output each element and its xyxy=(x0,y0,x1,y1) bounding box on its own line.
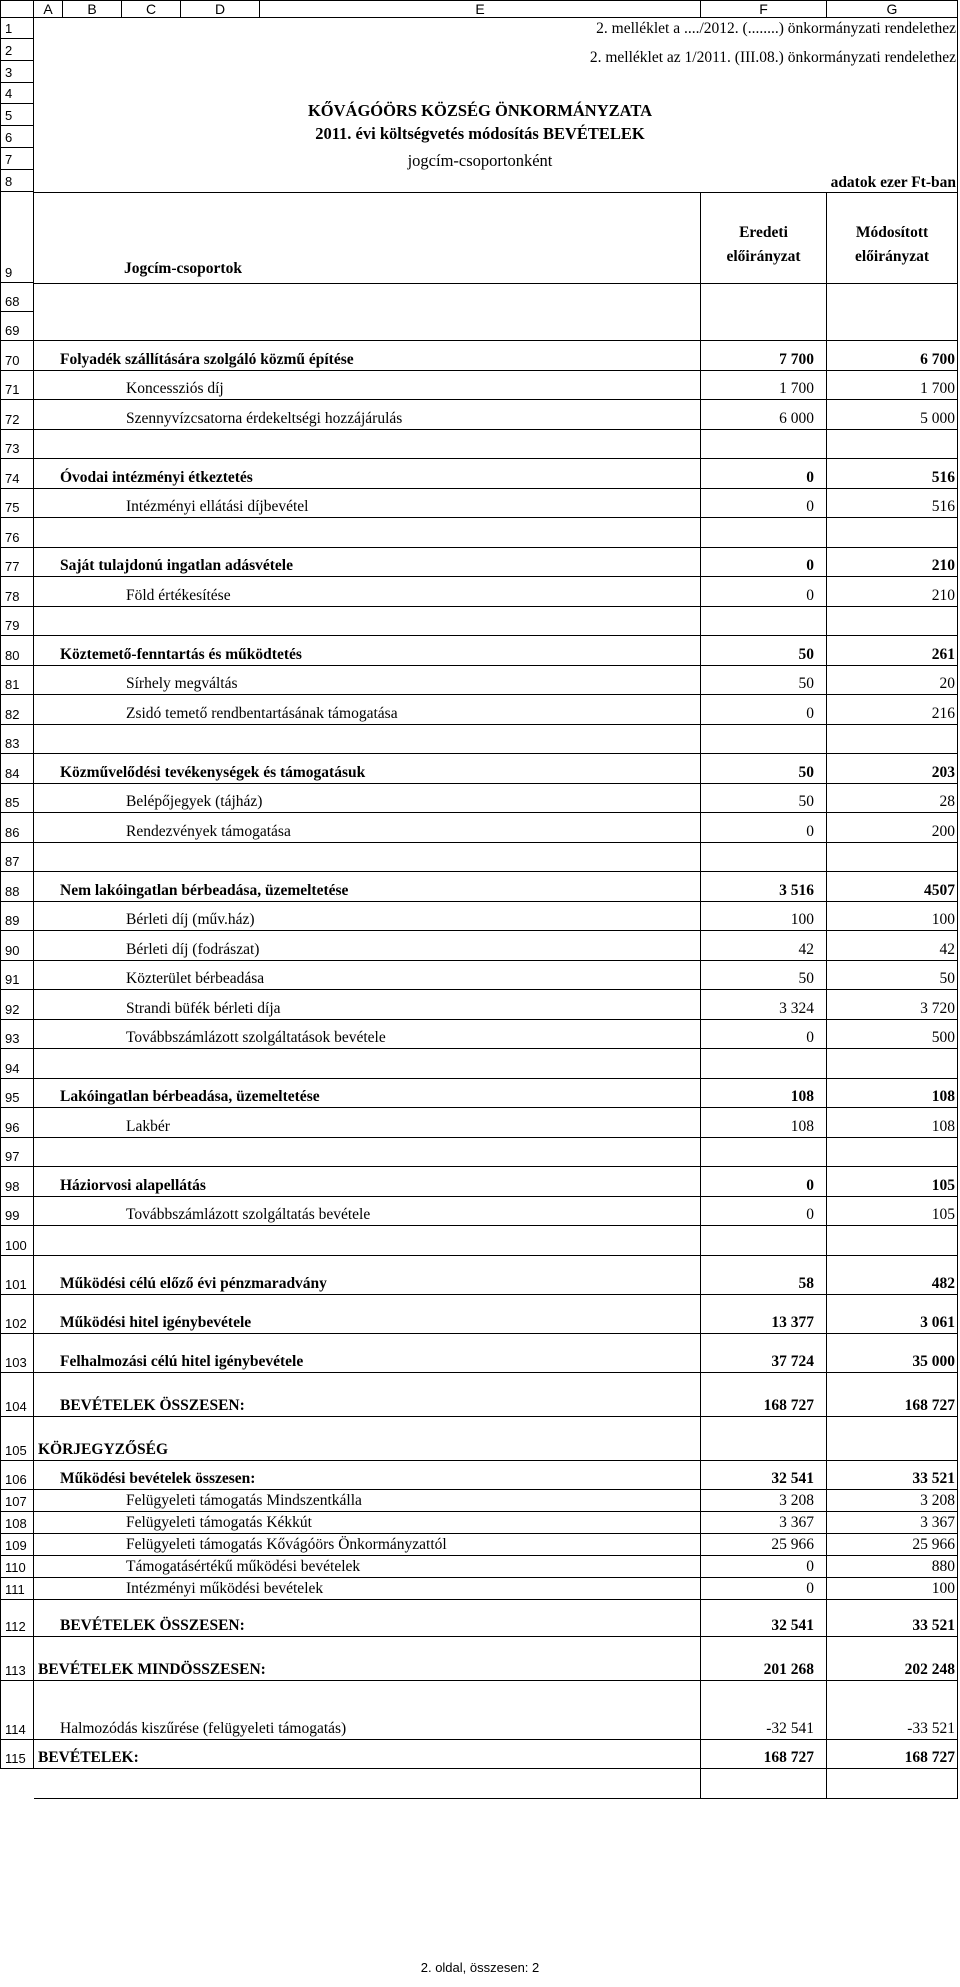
grid-line xyxy=(34,1416,958,1417)
grid-line xyxy=(34,960,958,961)
table-row xyxy=(0,872,958,902)
original-appropriation-cell: 25 966 xyxy=(771,1536,814,1553)
original-appropriation-cell: 201 268 xyxy=(763,1661,814,1678)
row-label: Saját tulajdonú ingatlan adásvétele xyxy=(60,557,293,574)
row-label: KÖRJEGYZŐSÉG xyxy=(38,1441,169,1458)
grid-line xyxy=(34,1577,958,1578)
row-number[interactable]: 73 xyxy=(0,430,34,459)
grid-line xyxy=(34,989,958,990)
grid-line xyxy=(34,1680,958,1681)
grid-line xyxy=(34,606,958,607)
grid-line xyxy=(34,635,958,636)
row-number[interactable]: 100 xyxy=(0,1226,34,1256)
table-row xyxy=(0,400,958,430)
original-appropriation-cell: 0 xyxy=(806,1206,814,1223)
annex-line-2: 2. melléklet az 1/2011. (III.08.) önkormányzati rendelethez xyxy=(589,49,956,66)
grid-line xyxy=(34,1636,958,1637)
table-row xyxy=(0,1108,958,1138)
row-label: BEVÉTELEK ÖSSZESEN: xyxy=(60,1397,245,1414)
grid-line xyxy=(34,930,958,931)
modified-appropriation-cell: 1 700 xyxy=(920,380,955,397)
table-row xyxy=(0,1534,958,1556)
grid-line xyxy=(34,1019,958,1020)
row-label: Szennyvízcsatorna érdekeltségi hozzájárulás xyxy=(126,410,403,427)
row-number[interactable]: 103 xyxy=(0,1334,34,1373)
table-row xyxy=(0,931,958,961)
original-appropriation-cell: 37 724 xyxy=(771,1353,814,1370)
row-number[interactable]: 110 xyxy=(0,1556,34,1578)
original-appropriation-cell: 0 xyxy=(806,469,814,486)
row-label: Közterület bérbeadása xyxy=(126,970,265,987)
modified-appropriation-cell: 105 xyxy=(931,1177,955,1194)
row-number[interactable]: 4 xyxy=(0,83,34,104)
page-subtitle: jogcím-csoportonként xyxy=(407,151,553,170)
original-appropriation-cell: 0 xyxy=(806,1580,814,1597)
original-appropriation-cell: 58 xyxy=(798,1275,814,1292)
row-number[interactable]: 2 xyxy=(0,39,34,61)
modified-appropriation-cell: 50 xyxy=(939,970,955,987)
row-label: Rendezvények támogatása xyxy=(126,823,291,840)
grid-line xyxy=(34,370,958,371)
table-row xyxy=(0,1637,958,1681)
table-row xyxy=(0,1417,958,1461)
modified-appropriation-cell: 25 966 xyxy=(912,1536,955,1553)
org-name: KŐVÁGÓÖRS KÖZSÉG ÖNKORMÁNYZATA xyxy=(307,101,653,120)
original-appropriation-cell: 3 324 xyxy=(779,1000,814,1017)
row-number[interactable]: 111 xyxy=(0,1578,34,1600)
original-appropriation-cell: 0 xyxy=(806,705,814,722)
row-label: Sírhely megváltás xyxy=(126,675,238,692)
original-appropriation-cell: -32 541 xyxy=(766,1720,814,1737)
row-label: Lakóingatlan bérbeadása, üzemeltetése xyxy=(60,1088,320,1105)
original-appropriation-cell: 50 xyxy=(798,675,814,692)
row-label: Továbbszámlázott szolgáltatás bevétele xyxy=(126,1206,371,1223)
grid-line xyxy=(34,517,958,518)
modified-appropriation-cell: 482 xyxy=(931,1275,955,1292)
modified-appropriation-cell: 33 521 xyxy=(912,1470,955,1487)
row-label: BEVÉTELEK: xyxy=(38,1749,139,1766)
row-label: Bérleti díj (műv.ház) xyxy=(126,911,255,928)
grid-line xyxy=(34,1599,958,1600)
row-number[interactable]: 75 xyxy=(0,489,34,518)
row-label: Intézményi működési bevételek xyxy=(126,1580,324,1597)
page-footer: 2. oldal, összesen: 2 xyxy=(420,1960,540,1975)
grid-line xyxy=(34,842,958,843)
table-row xyxy=(0,312,958,341)
row-number[interactable]: 86 xyxy=(0,813,34,843)
table-row xyxy=(0,1556,958,1578)
row-number[interactable]: 97 xyxy=(0,1138,34,1167)
col-header-a[interactable]: A xyxy=(33,0,63,18)
table-row xyxy=(0,1490,958,1512)
original-appropriation-cell: 50 xyxy=(798,970,814,987)
col-header-c[interactable]: C xyxy=(121,0,181,18)
row-number[interactable]: 114 xyxy=(0,1681,34,1740)
grid-line xyxy=(34,576,958,577)
grid-line xyxy=(34,458,958,459)
original-appropriation-cell: 168 727 xyxy=(763,1397,814,1414)
row-label: Működési bevételek összesen: xyxy=(60,1470,256,1487)
row-number[interactable]: 82 xyxy=(0,695,34,725)
original-appropriation-cell: 0 xyxy=(806,498,814,515)
modified-appropriation-cell: 4507 xyxy=(924,882,955,899)
row-number[interactable]: 5 xyxy=(0,104,34,126)
original-appropriation-cell: 3 367 xyxy=(779,1514,814,1531)
grid-line xyxy=(34,1255,958,1256)
modified-appropriation-cell: 28 xyxy=(939,793,955,810)
row-label: Intézményi ellátási díjbevétel xyxy=(126,498,309,515)
original-appropriation-cell: 168 727 xyxy=(763,1749,814,1766)
table-row xyxy=(0,961,958,990)
row-number[interactable]: 68 xyxy=(0,283,34,312)
table-row xyxy=(0,371,958,400)
grid-line xyxy=(34,783,958,784)
row-label: Belépőjegyek (tájház) xyxy=(126,793,263,810)
row-number[interactable]: 89 xyxy=(0,902,34,931)
original-appropriation-cell: 0 xyxy=(806,1558,814,1575)
row-label: Háziorvosi alapellátás xyxy=(60,1177,206,1194)
row-number[interactable]: 99 xyxy=(0,1197,34,1226)
table-row xyxy=(0,1226,958,1256)
row-number[interactable]: 101 xyxy=(0,1256,34,1295)
row-label: Bérleti díj (fodrászat) xyxy=(126,941,260,958)
row-label: Továbbszámlázott szolgáltatások bevétele xyxy=(126,1029,386,1046)
original-appropriation-cell: 0 xyxy=(806,1177,814,1194)
modified-appropriation-cell: 35 000 xyxy=(912,1353,955,1370)
col-header-e[interactable]: E xyxy=(259,0,701,18)
row-number[interactable]: 94 xyxy=(0,1049,34,1079)
row-label: Működési célú előző évi pénzmaradvány xyxy=(60,1275,327,1292)
modified-appropriation-cell: 105 xyxy=(931,1206,955,1223)
grid-line xyxy=(34,1768,958,1769)
row-number[interactable]: 79 xyxy=(0,607,34,636)
row-number[interactable]: 70 xyxy=(0,341,34,371)
row-number[interactable]: 71 xyxy=(0,371,34,400)
table-row xyxy=(0,1256,958,1295)
modified-appropriation-cell: 3 367 xyxy=(920,1514,955,1531)
row-number[interactable]: 98 xyxy=(0,1167,34,1197)
modified-appropriation-cell: 516 xyxy=(931,498,955,515)
grid-line xyxy=(34,1137,958,1138)
table-row xyxy=(0,1049,958,1079)
original-appropriation-cell xyxy=(700,1417,820,1461)
modified-appropriation-cell: 20 xyxy=(939,675,955,692)
row-label: BEVÉTELEK MINDÖSSZESEN: xyxy=(38,1661,266,1678)
original-appropriation-cell: 13 377 xyxy=(771,1314,814,1331)
grid-line xyxy=(34,1048,958,1049)
row-number[interactable]: 6 xyxy=(0,126,34,148)
original-appropriation-cell: 0 xyxy=(806,557,814,574)
row-label: Óvodai intézményi étkeztetés xyxy=(60,469,253,486)
grid-line xyxy=(34,1107,958,1108)
col-g-title-1: Módosított xyxy=(855,224,929,241)
col-header-d[interactable]: D xyxy=(180,0,260,18)
units-note: adatok ezer Ft-ban xyxy=(830,174,956,191)
table-row xyxy=(0,695,958,725)
original-appropriation-cell: 32 541 xyxy=(771,1470,814,1487)
modified-appropriation-cell: 210 xyxy=(931,557,955,574)
original-appropriation-cell: 0 xyxy=(806,587,814,604)
modified-appropriation-cell: 202 248 xyxy=(904,1661,955,1678)
table-row xyxy=(0,990,958,1020)
table-row xyxy=(0,577,958,607)
col-header-b[interactable]: B xyxy=(62,0,122,18)
row-label: Halmozódás kiszűrése (felügyeleti támogatás) xyxy=(60,1720,347,1737)
row-label: Felügyeleti támogatás Kékkút xyxy=(126,1514,312,1531)
row-number[interactable]: 77 xyxy=(0,548,34,577)
annex-line-1: 2. melléklet a ..../2012. (........) önkormányzati rendelethez xyxy=(596,20,956,37)
grid-line xyxy=(34,1294,958,1295)
modified-appropriation-cell: 3 720 xyxy=(920,1000,955,1017)
col-header-g[interactable]: G xyxy=(826,0,958,18)
row-number[interactable]: 88 xyxy=(0,872,34,902)
modified-appropriation-cell: 200 xyxy=(931,823,955,840)
row-number[interactable]: 112 xyxy=(0,1600,34,1637)
col-g-title-2: előirányzat xyxy=(854,248,930,265)
original-appropriation-cell: 1 700 xyxy=(779,380,814,397)
table-row xyxy=(0,1334,958,1373)
original-appropriation-cell: 32 541 xyxy=(771,1617,814,1634)
row-number[interactable]: 105 xyxy=(0,1417,34,1461)
row-label: Föld értékesítése xyxy=(126,587,231,604)
table-row xyxy=(0,1020,958,1049)
modified-appropriation-cell: 500 xyxy=(931,1029,955,1046)
modified-appropriation-cell: -33 521 xyxy=(907,1720,955,1737)
grid-line xyxy=(34,812,958,813)
table-row xyxy=(0,1681,958,1740)
grid-line xyxy=(34,1078,958,1079)
row-number[interactable]: 113 xyxy=(0,1637,34,1681)
grid-line xyxy=(34,1225,958,1226)
row-number[interactable]: 91 xyxy=(0,961,34,990)
original-appropriation-cell: 50 xyxy=(798,764,814,781)
table-row xyxy=(0,1295,958,1334)
table-row xyxy=(0,1740,958,1769)
table-row xyxy=(0,1197,958,1226)
modified-appropriation-cell: 3 061 xyxy=(920,1314,955,1331)
grid-line xyxy=(34,1196,958,1197)
row-number[interactable]: 81 xyxy=(0,666,34,695)
original-appropriation-cell: 100 xyxy=(790,911,814,928)
table-row xyxy=(0,1167,958,1197)
grid-line xyxy=(34,1511,958,1512)
grid-line xyxy=(34,694,958,695)
row-number[interactable]: 8 xyxy=(0,170,34,192)
row-number[interactable]: 92 xyxy=(0,990,34,1020)
row-number[interactable]: 104 xyxy=(0,1373,34,1417)
grid-line xyxy=(826,192,827,1799)
row-number[interactable]: 9 xyxy=(0,192,34,283)
table-row xyxy=(0,607,958,636)
modified-appropriation-cell: 203 xyxy=(931,764,955,781)
table-row xyxy=(0,784,958,813)
grid-line xyxy=(34,753,958,754)
original-appropriation-cell: 3 516 xyxy=(779,882,814,899)
grid-line xyxy=(34,1739,958,1740)
header-row xyxy=(0,170,958,192)
original-appropriation-cell: 6 000 xyxy=(779,410,814,427)
table-row xyxy=(0,430,958,459)
original-appropriation-cell: 108 xyxy=(790,1088,814,1105)
row-number[interactable]: 80 xyxy=(0,636,34,666)
row-number[interactable]: 107 xyxy=(0,1490,34,1512)
row-label: Zsidó temető rendbentartásának támogatása xyxy=(126,705,398,722)
modified-appropriation-cell: 3 208 xyxy=(920,1492,955,1509)
row-number[interactable]: 115 xyxy=(0,1740,34,1769)
grid-line xyxy=(34,1372,958,1373)
table-row xyxy=(0,754,958,784)
row-number[interactable]: 96 xyxy=(0,1108,34,1138)
row-label: Folyadék szállítására szolgáló közmű építése xyxy=(60,351,354,368)
modified-appropriation-cell: 33 521 xyxy=(912,1617,955,1634)
table-row xyxy=(0,902,958,931)
grid-line xyxy=(700,192,701,1799)
grid-line xyxy=(34,724,958,725)
grid-line xyxy=(34,1460,958,1461)
row-label: Közművelődési tevékenységek és támogatásuk xyxy=(60,764,366,781)
col-f-title-1: Eredeti xyxy=(739,224,788,241)
row-number[interactable]: 1 xyxy=(0,18,34,39)
table-row xyxy=(0,1578,958,1600)
header-row xyxy=(0,283,958,312)
row-label: Köztemető-fenntartás és működtetés xyxy=(60,646,302,663)
row-number[interactable]: 95 xyxy=(0,1079,34,1108)
row-number[interactable]: 109 xyxy=(0,1534,34,1556)
modified-appropriation-cell: 168 727 xyxy=(904,1749,955,1766)
table-row xyxy=(0,813,958,843)
row-number[interactable]: 85 xyxy=(0,784,34,813)
row-number[interactable]: 76 xyxy=(0,518,34,548)
grid-line xyxy=(34,192,958,193)
modified-appropriation-cell xyxy=(826,1417,957,1461)
grid-line xyxy=(34,1555,958,1556)
table-row xyxy=(0,725,958,754)
original-appropriation-cell: 0 xyxy=(806,823,814,840)
row-number[interactable]: 93 xyxy=(0,1020,34,1049)
table-row xyxy=(0,1138,958,1167)
row-label: Strandi büfék bérleti díja xyxy=(126,1000,281,1017)
grid-line xyxy=(34,488,958,489)
grid-line xyxy=(34,1166,958,1167)
modified-appropriation-cell: 6 700 xyxy=(920,351,955,368)
grid-line xyxy=(34,340,958,341)
row-number[interactable]: 7 xyxy=(0,148,34,170)
row-number[interactable]: 83 xyxy=(0,725,34,754)
row-number[interactable]: 90 xyxy=(0,931,34,961)
row-label: Lakbér xyxy=(126,1118,170,1135)
modified-appropriation-cell: 210 xyxy=(931,587,955,604)
row-label: Felügyeleti támogatás Mindszentkálla xyxy=(126,1492,362,1509)
modified-appropriation-cell: 516 xyxy=(931,469,955,486)
table-row xyxy=(0,1512,958,1534)
row-label: Felügyeleti támogatás Kővágóörs Önkormányzattól xyxy=(126,1536,447,1553)
row-label: BEVÉTELEK ÖSSZESEN: xyxy=(60,1617,245,1634)
row-number[interactable]: 102 xyxy=(0,1295,34,1334)
modified-appropriation-cell: 42 xyxy=(939,941,955,958)
modified-appropriation-cell: 261 xyxy=(931,646,955,663)
grid-line xyxy=(34,1489,958,1490)
grid-line xyxy=(34,429,958,430)
grid-line xyxy=(957,18,958,1799)
original-appropriation-cell: 0 xyxy=(806,1029,814,1046)
table-row xyxy=(0,341,958,371)
corner-cell[interactable] xyxy=(0,0,34,18)
row-number[interactable]: 74 xyxy=(0,459,34,489)
original-appropriation-cell: 7 700 xyxy=(779,351,814,368)
table-row xyxy=(0,548,958,577)
grid-line xyxy=(34,901,958,902)
modified-appropriation-cell: 168 727 xyxy=(904,1397,955,1414)
row-label: Működési hitel igénybevétele xyxy=(60,1314,252,1331)
col-f-title-2: előirányzat xyxy=(726,248,801,265)
modified-appropriation-cell: 5 000 xyxy=(920,410,955,427)
row-label: Támogatásértékű működési bevételek xyxy=(126,1558,361,1575)
original-appropriation-cell: 50 xyxy=(798,793,814,810)
table-row xyxy=(0,666,958,695)
col-header-f[interactable]: F xyxy=(700,0,827,18)
row-label: Koncessziós díj xyxy=(126,380,224,397)
modified-appropriation-cell: 100 xyxy=(931,911,955,928)
grid-line xyxy=(34,1798,958,1799)
row-number[interactable]: 84 xyxy=(0,754,34,784)
modified-appropriation-cell: 880 xyxy=(931,1558,955,1575)
row-number[interactable]: 3 xyxy=(0,61,34,83)
page-title: 2011. évi költségvetés módosítás BEVÉTELEK xyxy=(315,124,645,143)
table-row xyxy=(0,1373,958,1417)
row-label: Nem lakóingatlan bérbeadása, üzemeltetése xyxy=(60,882,349,899)
grid-line xyxy=(34,871,958,872)
modified-appropriation-cell: 108 xyxy=(931,1088,955,1105)
row-number[interactable]: 108 xyxy=(0,1512,34,1534)
row-label: Felhalmozási célú hitel igénybevétele xyxy=(60,1353,304,1370)
table-row xyxy=(0,459,958,489)
modified-appropriation-cell: 108 xyxy=(931,1118,955,1135)
grid-line xyxy=(34,1333,958,1334)
table-row xyxy=(0,1461,958,1490)
row-number[interactable]: 106 xyxy=(0,1461,34,1490)
table-row xyxy=(0,1079,958,1108)
grid-line xyxy=(34,1533,958,1534)
table-row xyxy=(0,489,958,518)
original-appropriation-cell: 50 xyxy=(798,646,814,663)
column-label-jogcim: Jogcím-csoportok xyxy=(124,260,242,277)
grid-line xyxy=(34,283,958,284)
row-number[interactable]: 69 xyxy=(0,312,34,341)
row-number[interactable]: 72 xyxy=(0,400,34,430)
table-row xyxy=(0,518,958,548)
table-row xyxy=(0,843,958,872)
grid-line xyxy=(34,665,958,666)
original-appropriation-cell: 108 xyxy=(790,1118,814,1135)
modified-appropriation-cell: 216 xyxy=(931,705,955,722)
original-appropriation-cell: 3 208 xyxy=(779,1492,814,1509)
table-row xyxy=(0,636,958,666)
grid-line xyxy=(34,547,958,548)
original-appropriation-cell: 42 xyxy=(798,941,814,958)
table-row xyxy=(0,1600,958,1637)
grid-line xyxy=(34,399,958,400)
modified-appropriation-cell: 100 xyxy=(931,1580,955,1597)
row-number[interactable]: 78 xyxy=(0,577,34,607)
row-number[interactable]: 87 xyxy=(0,843,34,872)
